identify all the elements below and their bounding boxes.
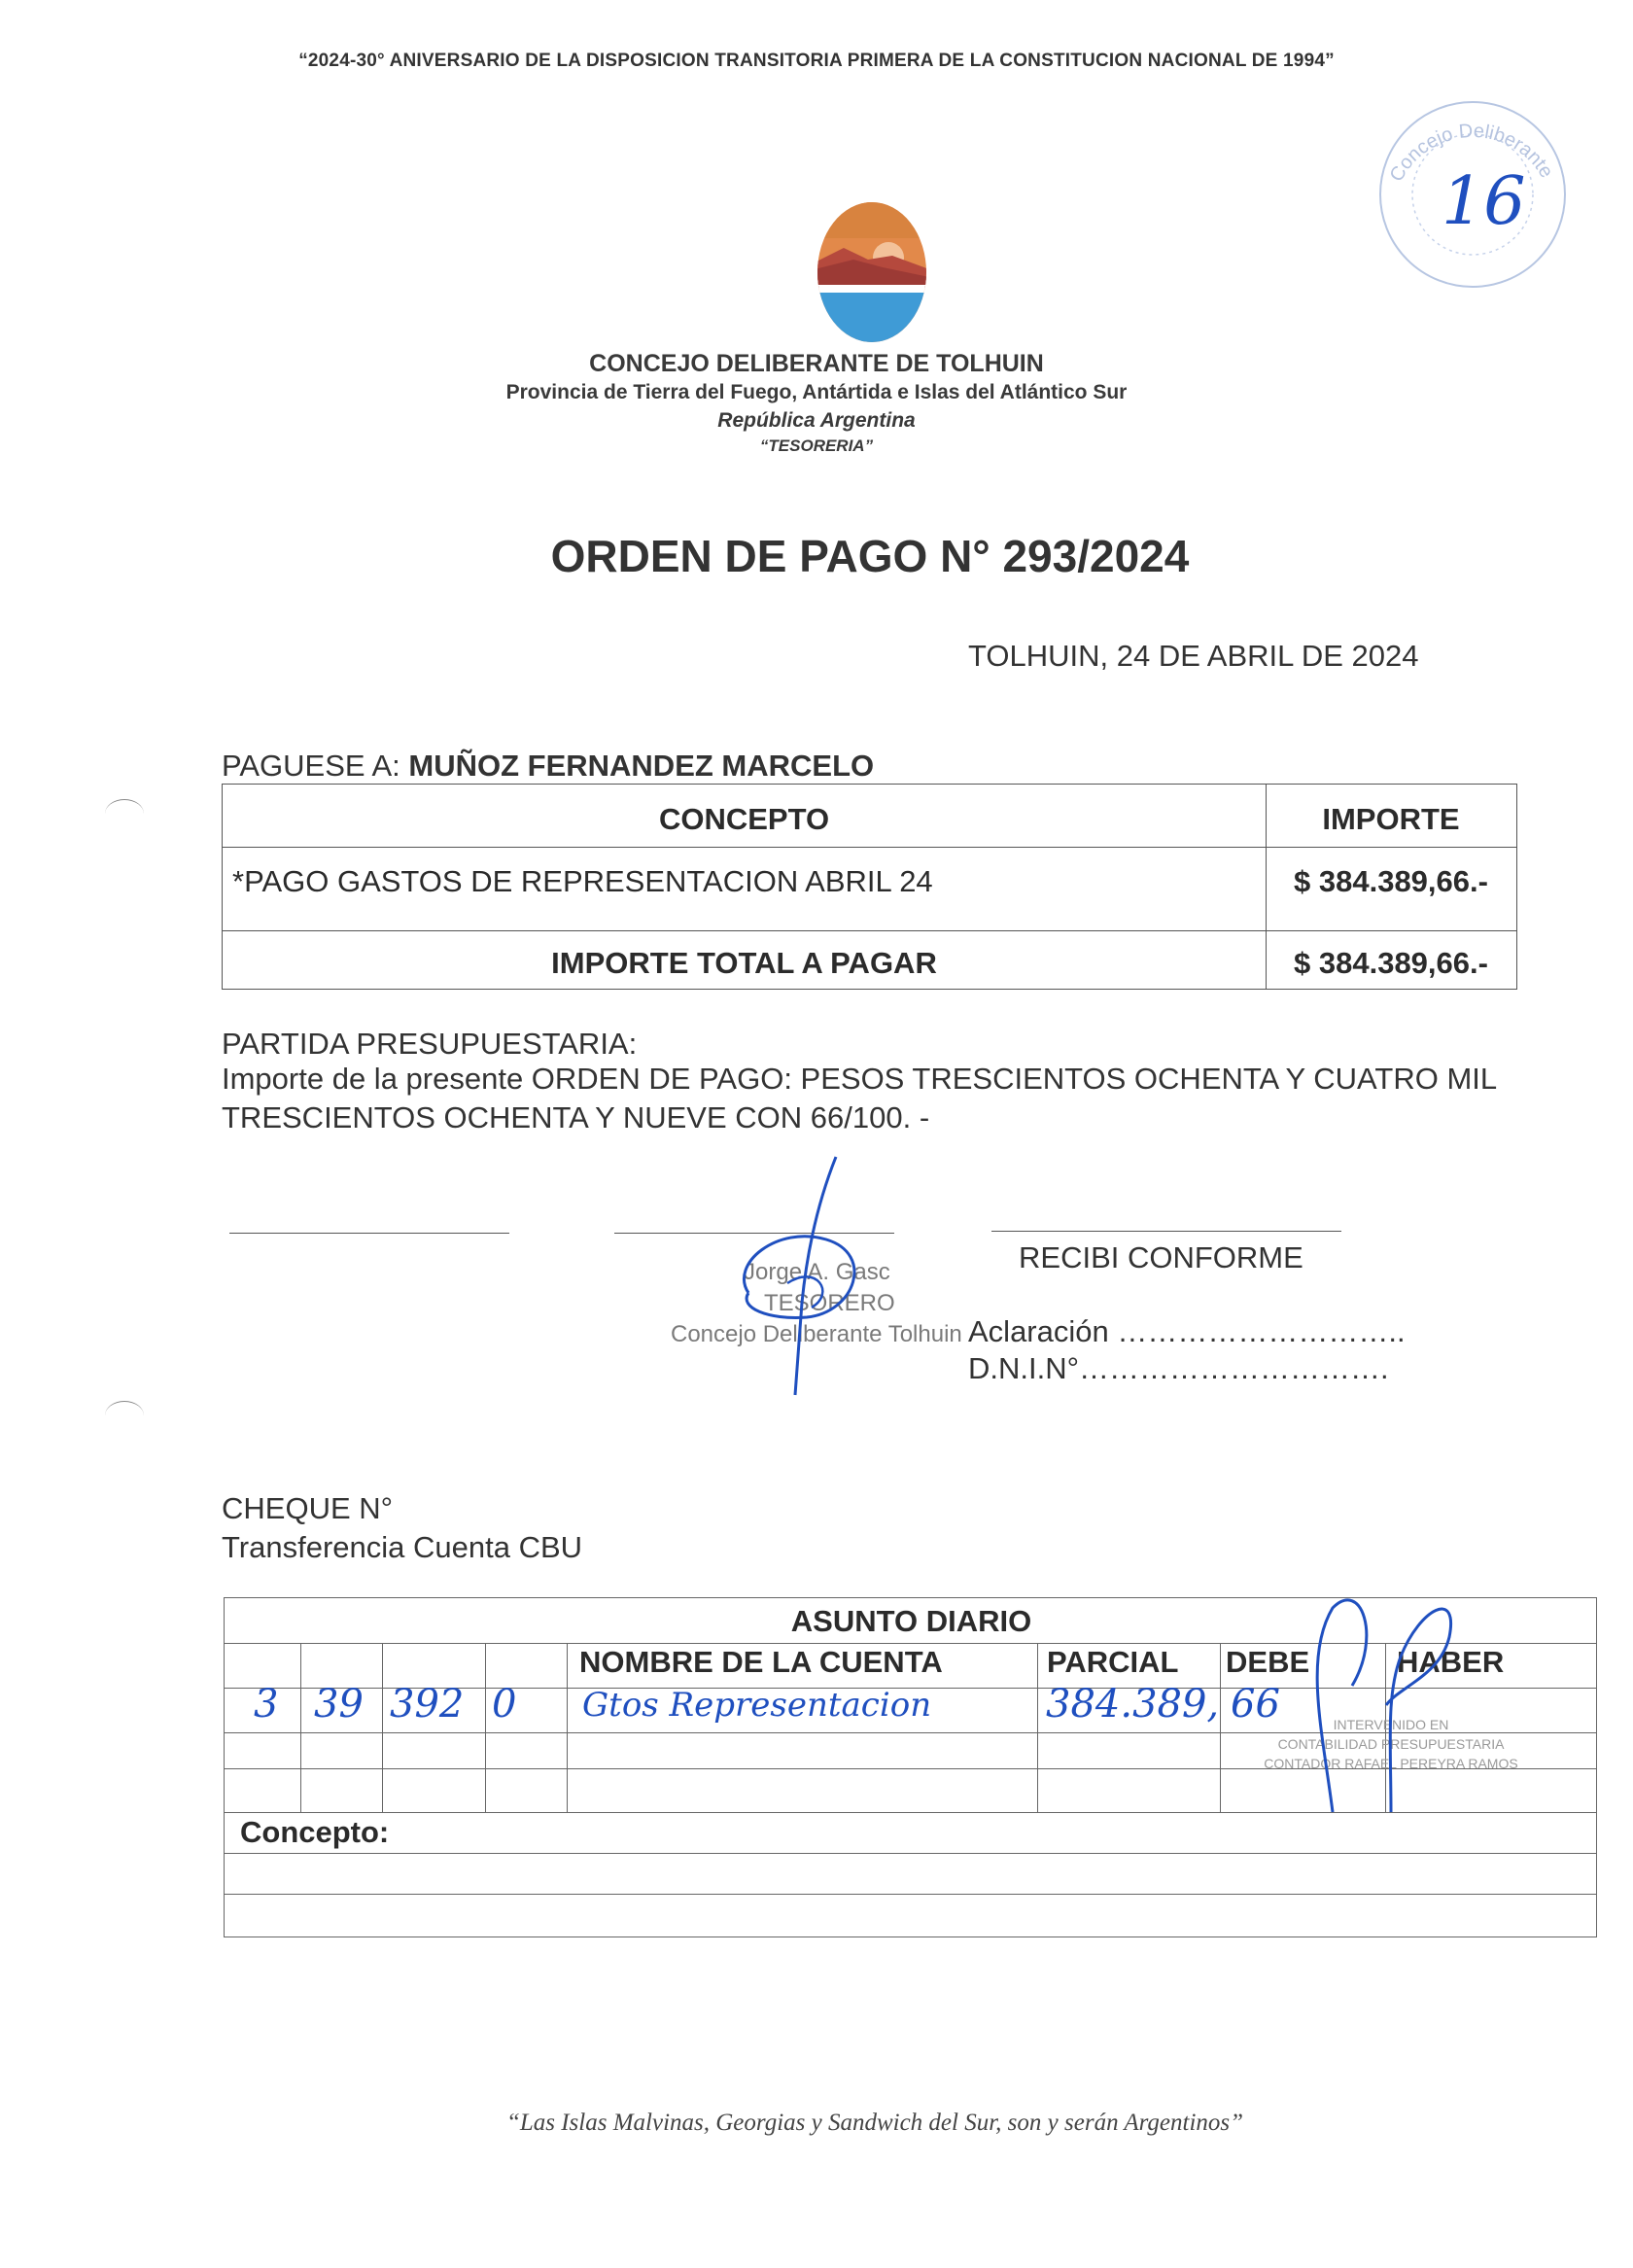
accountant-signature-icon — [1294, 1579, 1488, 1841]
council-logo-icon — [815, 199, 929, 345]
org-name: CONCEJO DELIBERANTE DE TOLHUIN — [589, 350, 1044, 377]
treasurer-org: Concejo Deliberante Tolhuin — [671, 1321, 962, 1347]
treasurer-role: TESORERO — [764, 1290, 895, 1316]
journal-title: ASUNTO DIARIO — [790, 1604, 1032, 1638]
journal-col-partial: PARCIAL — [1047, 1645, 1179, 1679]
clarification-field: Aclaración ……………………….. — [968, 1314, 1406, 1348]
handwritten-account: Gtos Representacion — [582, 1686, 932, 1725]
folio-number: 16 — [1442, 163, 1526, 240]
org-province: Provincia de Tierra del Fuego, Antártida e Islas del Atlántico Sur — [505, 381, 1128, 403]
anniversary-banner: “2024-30° ANIVERSARIO DE LA DISPOSICION TRANSITORIA PRIMERA DE LA CONSTITUCION NACIONAL DE 1994” — [298, 51, 1335, 71]
seal-stamp-icon — [1356, 92, 1584, 297]
handwritten-code-2: 39 — [314, 1682, 364, 1727]
concept-row-amount: $ 384.389,66.- — [1294, 864, 1488, 898]
transfer-label: Transferencia Cuenta CBU — [222, 1530, 583, 1564]
budget-item-label: PARTIDA PRESUPUESTARIA: — [222, 1027, 638, 1061]
seal-text: Concejo Deliberante — [1385, 120, 1557, 186]
handwritten-partial: 384.389, — [1046, 1682, 1220, 1727]
payee-label: PAGUESE A: — [222, 749, 409, 783]
treasurer-signature-icon — [719, 1147, 885, 1400]
footer-motto: “Las Islas Malvinas, Georgias y Sandwich del Sur, son y serán Argentinos” — [505, 2110, 1244, 2136]
scan-mark-1 — [105, 799, 144, 828]
accounting-stamp-line-2: CONTABILIDAD PRESUPUESTARIA — [1277, 1736, 1505, 1752]
total-label: IMPORTE TOTAL A PAGAR — [551, 946, 937, 980]
payee-name: MUÑOZ FERNANDEZ MARCELO — [408, 749, 875, 783]
journal-col-account-name: NOMBRE DE LA CUENTA — [579, 1645, 943, 1679]
journal-col-debit: DEBE — [1226, 1645, 1310, 1679]
journal-table — [224, 1597, 1597, 1937]
received-label: RECIBI CONFORME — [1019, 1240, 1303, 1274]
dni-field: D.N.I.N°…………………………. — [968, 1351, 1389, 1385]
document-date: TOLHUIN, 24 DE ABRIL DE 2024 — [968, 639, 1419, 673]
accounting-stamp-line-3: CONTADOR RAFAEL PEREYRA RAMOS — [1264, 1756, 1518, 1771]
scan-mark-2 — [105, 1401, 144, 1430]
concept-row-text: *PAGO GASTOS DE REPRESENTACION ABRIL 24 — [232, 864, 933, 898]
treasurer-name: Jorge A. Gasc — [744, 1259, 890, 1285]
org-department: “TESORERIA” — [759, 436, 874, 455]
journal-col-credit: HABER — [1397, 1645, 1505, 1679]
handwritten-code-3: 392 — [390, 1682, 465, 1727]
amount-header: IMPORTE — [1322, 802, 1460, 836]
org-country: República Argentina — [717, 409, 916, 432]
council-logo — [815, 199, 929, 345]
signature-line-1 — [229, 1233, 509, 1234]
handwritten-code-4: 0 — [492, 1682, 517, 1727]
concept-table — [222, 784, 1517, 990]
payee-line — [222, 749, 874, 784]
folio-seal — [1356, 92, 1584, 297]
journal-concept-label: Concepto: — [240, 1815, 390, 1849]
amount-in-words: Importe de la presente ORDEN DE PAGO: PESOS TRESCIENTOS OCHENTA Y CUATRO MIL TRESCIENTOS OCHENTA Y NUEVE CON 66/100. - — [222, 1062, 1496, 1134]
cheque-label: CHEQUE N° — [222, 1491, 394, 1525]
total-amount: $ 384.389,66.- — [1294, 946, 1488, 980]
concept-header: CONCEPTO — [658, 802, 830, 836]
document-title: ORDEN DE PAGO N° 293/2024 — [550, 531, 1190, 581]
signature-line-3 — [991, 1231, 1341, 1232]
handwritten-cents: 66 — [1231, 1682, 1280, 1727]
accounting-stamp-line-1: INTERVENIDO EN — [1333, 1717, 1449, 1732]
handwritten-code-1: 3 — [254, 1682, 279, 1727]
